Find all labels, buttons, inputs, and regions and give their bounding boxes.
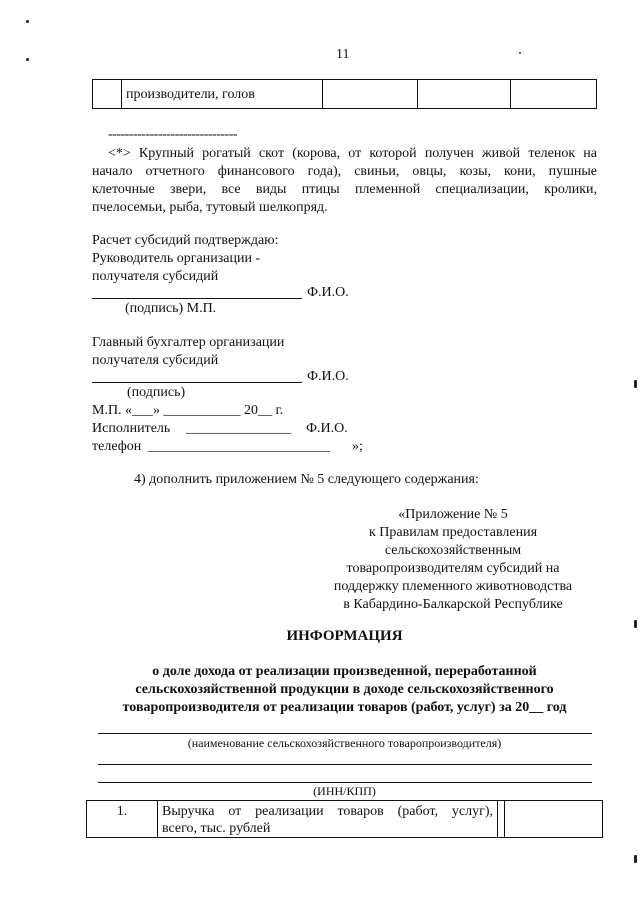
executor-blank: _______________ — [186, 421, 291, 436]
accountant-signature-line — [92, 382, 302, 383]
appendix-line-5: поддержку племенного животноводства — [333, 579, 573, 594]
footnote-line-3: клеточные звери, все виды птицы племенной специализации, кролики, — [92, 182, 597, 197]
revenue-table-number-cell — [87, 801, 158, 838]
appendix-line-2: к Правилам предоставления — [368, 525, 538, 540]
appendix-line-3: сельскохозяйственным — [384, 543, 522, 558]
head-fio: Ф.И.О. — [307, 285, 349, 300]
revenue-table-text-cell — [158, 801, 498, 838]
scan-speck — [26, 20, 29, 23]
confirm-text: Расчет субсидий подтверждаю: — [92, 233, 279, 248]
revenue-table-gap-cell — [498, 801, 505, 838]
revenue-table-value-cell[interactable] — [505, 801, 603, 838]
appendix-line-1: «Приложение № 5 — [398, 507, 508, 522]
scan-speck — [634, 380, 637, 388]
head-signature-line — [92, 298, 302, 299]
revenue-row-number: 1. — [116, 804, 128, 819]
scan-speck — [26, 58, 29, 61]
revenue-row-text-line-2: всего, тыс. рублей — [162, 821, 271, 836]
producer-name-caption: (наименование сельскохозяйственного товаропроизводителя) — [187, 736, 502, 750]
top-table-cell — [511, 80, 597, 109]
top-table-cell — [418, 80, 511, 109]
appendix-line-4: товаропроизводителям субсидий на — [346, 561, 560, 576]
scan-speck — [634, 620, 637, 628]
document-title: ИНФОРМАЦИЯ — [286, 628, 403, 644]
inn-line-1 — [98, 764, 592, 765]
top-table-cell — [323, 80, 418, 109]
phone-label: телефон — [92, 439, 142, 454]
footnote-line-1: <*> Крупный рогатый скот (корова, от которой получен живой теленок на — [108, 146, 597, 161]
executor-label: Исполнитель — [92, 421, 171, 436]
phone-closing: »; — [352, 439, 363, 454]
accountant-title-line-2: получателя субсидий — [92, 353, 219, 368]
top-table-cell — [93, 80, 122, 109]
footnote-separator: ------------------------------- — [108, 127, 238, 142]
accountant-fio: Ф.И.О. — [307, 369, 349, 384]
accountant-title-line-1: Главный бухгалтер организации — [92, 335, 285, 350]
scan-speck — [634, 855, 637, 863]
footnote-line-4: пчелосемьи, рыба, тутовый шелкопряд. — [92, 200, 328, 215]
producer-name-line — [98, 733, 592, 734]
subtitle-line-3: товаропроизводителя от реализации товаров (работ, услуг) за 20__ год — [122, 700, 567, 715]
stamp-date-line: М.П. «___» ___________ 20__ г. — [92, 403, 284, 418]
inn-line-2 — [98, 782, 592, 783]
phone-blank: __________________________ — [148, 439, 330, 454]
inn-caption: (ИНН/КПП) — [313, 784, 376, 798]
head-title-line-2: получателя субсидий — [92, 269, 219, 284]
page-number: 11 — [336, 47, 350, 62]
appendix-line-6: в Кабардино-Балкарской Республике — [343, 597, 563, 612]
executor-fio: Ф.И.О. — [306, 421, 348, 436]
item-4-text: 4) дополнить приложением № 5 следующего содержания: — [134, 472, 479, 487]
top-table-row-text: производители, голов — [126, 86, 255, 102]
revenue-table — [86, 800, 603, 838]
top-table-label-cell — [122, 80, 323, 109]
footnote-line-2: начало отчетного финансового года), свиньи, овцы, козы, кони, пушные — [92, 164, 597, 179]
subtitle-line-2: сельскохозяйственной продукции в доходе сельскохозяйственного — [135, 682, 554, 697]
scan-speck — [519, 52, 521, 54]
head-signature-caption: (подпись) М.П. — [125, 301, 217, 316]
top-table — [92, 79, 597, 109]
head-title-line-1: Руководитель организации - — [92, 251, 261, 266]
subtitle-line-1: о доле дохода от реализации произведенной, переработанной — [152, 664, 537, 679]
accountant-signature-caption: (подпись) — [127, 385, 186, 400]
revenue-row-text-line-1: Выручка от реализации товаров (работ, услуг), — [162, 804, 493, 819]
